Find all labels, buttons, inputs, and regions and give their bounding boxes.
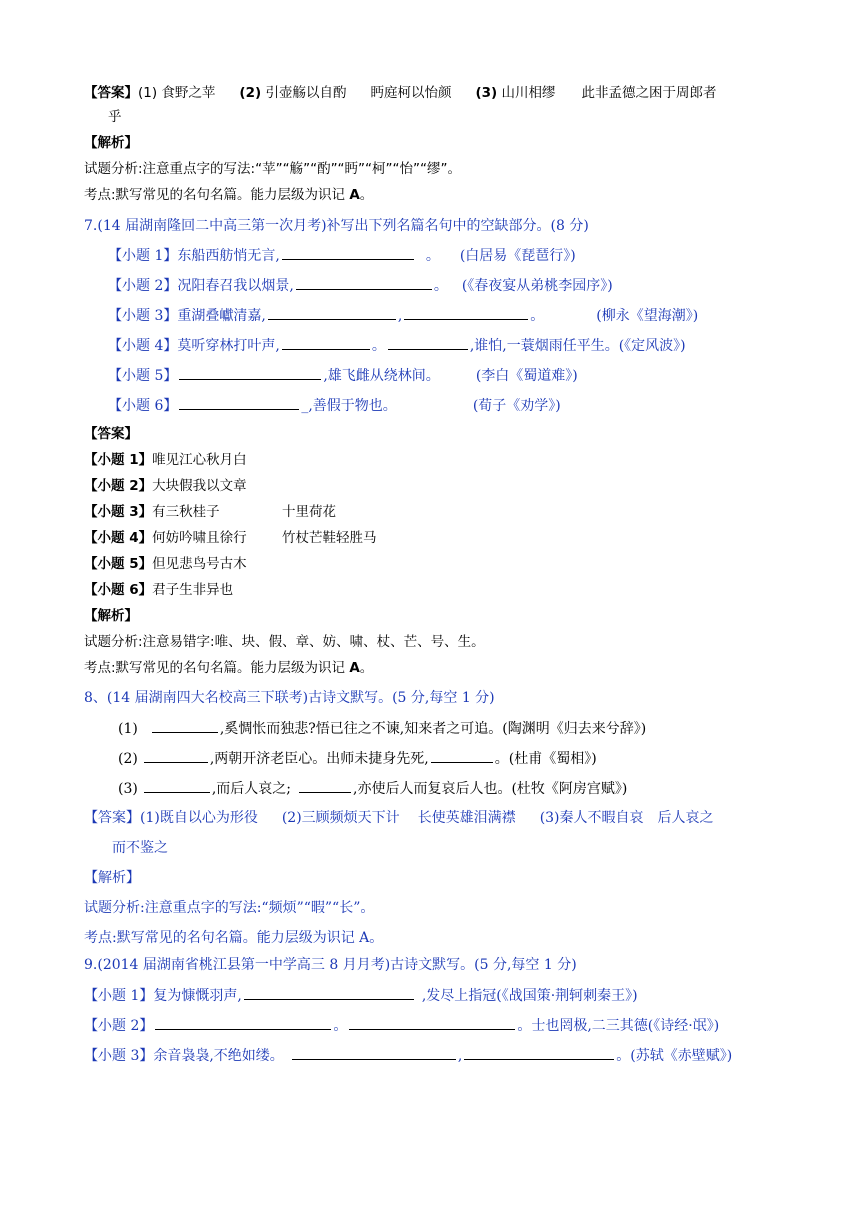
blank[interactable] (404, 305, 528, 320)
blank[interactable] (282, 245, 414, 260)
blank[interactable] (152, 718, 218, 733)
blank[interactable] (292, 1045, 456, 1060)
blank[interactable] (268, 305, 396, 320)
blank[interactable] (431, 748, 493, 763)
q8-line-2: (2) ,两朝开济老臣心。出师未捷身先死, 。(杜甫《蜀相》) (118, 748, 597, 769)
answer-tag: 【答案】 (84, 85, 138, 101)
blank[interactable] (179, 395, 299, 410)
q7-item-2: 【小题 2】况阳春召我以烟景, 。 (《春夜宴从弟桃李园序》) (108, 275, 613, 296)
q7-answer-5: 【小题 5】但见悲鸟号古木 (84, 556, 247, 572)
blank[interactable] (144, 748, 208, 763)
q6-answer-2b: 眄庭柯以怡颜 (370, 85, 452, 101)
q9-header: 9.(2014 届湖南省桃江县第一中学高三 8 月月考)古诗文默写。(5 分,每空 1 分) (84, 957, 577, 973)
q9-item-3: 【小题 3】余音袅袅,不绝如缕。 , 。(苏轼《赤壁赋》) (84, 1045, 732, 1066)
q8-line-1: (1) ,奚惆怅而独悲?悟已往之不谏,知来者之可追。(陶渊明《归去来兮辞》) (118, 718, 646, 739)
q7-item-3: 【小题 3】重湖叠巘清嘉, , 。 (柳永《望海潮》) (108, 305, 698, 326)
blank[interactable] (244, 985, 414, 1000)
q8-analysis-tag: 【解析】 (84, 870, 140, 886)
q6-answer-line: 【答案】(1) 食野之苹 (2) 引壶觞以自酌 眄庭柯以怡颜 (3) 山川相缪 此非孟德之困于周郎者 (84, 85, 717, 101)
q8-answer-cont: 而不鉴之 (112, 840, 168, 856)
q6-answer-3b: 此非孟德之困于周郎者 (581, 85, 717, 101)
blank[interactable] (155, 1015, 331, 1030)
q6-kaodian: 考点:默写常见的名句名篇。能力层级为识记 A。 (84, 187, 374, 203)
blank[interactable] (282, 335, 370, 350)
q7-item-6: 【小题 6】 _,善假于物也。 (荀子《劝学》) (108, 395, 561, 416)
q7-answer-2: 【小题 2】大块假我以文章 (84, 478, 247, 494)
q7-header: 7.(14 届湖南隆回二中高三第一次月考)补写出下列名篇名句中的空缺部分。(8 分) (84, 218, 589, 234)
q6-answer-3a: 山川相缪 (501, 85, 556, 101)
q7-answer-4: 【小题 4】何妨吟啸且徐行 竹杖芒鞋轻胜马 (84, 530, 377, 546)
q6-analysis-tag: 【解析】 (84, 135, 138, 151)
blank[interactable] (179, 365, 321, 380)
q6-answer-2a: 引壶觞以自酌 (265, 85, 347, 101)
q7-kaodian: 考点:默写常见的名句名篇。能力层级为识记 A。 (84, 660, 374, 676)
blank[interactable] (299, 778, 351, 793)
blank[interactable] (464, 1045, 614, 1060)
q7-answer-tag: 【答案】 (84, 426, 138, 442)
q9-item-1: 【小题 1】复为慷慨羽声, ,发尽上指冠(《战国策·荆轲刺秦王》) (84, 985, 638, 1006)
q7-item-1: 【小题 1】东船西舫悄无言, 。 (白居易《琵琶行》) (108, 245, 576, 266)
q6-analysis: 试题分析:注意重点字的写法:“苹”“觞”“酌”“眄”“柯”“怡”“缪”。 (84, 161, 462, 177)
blank[interactable] (296, 275, 432, 290)
q7-analysis: 试题分析:注意易错字:唯、块、假、章、妨、啸、杖、芒、号、生。 (84, 634, 485, 650)
q6-answer-1: 食野之苹 (161, 85, 216, 101)
q7-answer-6: 【小题 6】君子生非异也 (84, 582, 234, 598)
q8-line-3: (3) ,而后人哀之; ,亦使后人而复哀后人也。(杜牧《阿房宫赋》) (118, 778, 627, 799)
q8-analysis: 试题分析:注意重点字的写法:“频烦”“暇”“长”。 (84, 900, 375, 916)
q7-answer-3: 【小题 3】有三秋桂子 十里荷花 (84, 504, 336, 520)
q8-header: 8、(14 届湖南四大名校高三下联考)古诗文默写。(5 分,每空 1 分) (84, 690, 495, 706)
q8-kaodian: 考点:默写常见的名句名篇。能力层级为识记 A。 (84, 930, 384, 946)
blank[interactable] (388, 335, 468, 350)
blank[interactable] (144, 778, 210, 793)
blank[interactable] (349, 1015, 515, 1030)
q6-answer-3c: 乎 (108, 109, 122, 125)
q7-item-4: 【小题 4】莫听穿林打叶声, 。 ,谁怕,一蓑烟雨任平生。(《定风波》) (108, 335, 686, 356)
q9-item-2: 【小题 2】 。 。士也罔极,二三其德(《诗经·氓》) (84, 1015, 719, 1036)
q8-answer-line: 【答案】(1)既自以心为形役 (2)三顾频烦天下计 长使英雄泪满襟 (3)秦人不暇自哀 后人哀之 (84, 810, 714, 826)
q7-answer-1: 【小题 1】唯见江心秋月白 (84, 452, 247, 468)
q7-item-5: 【小题 5】 ,雄飞雌从绕林间。 (李白《蜀道难》) (108, 365, 578, 386)
q7-analysis-tag: 【解析】 (84, 608, 138, 624)
